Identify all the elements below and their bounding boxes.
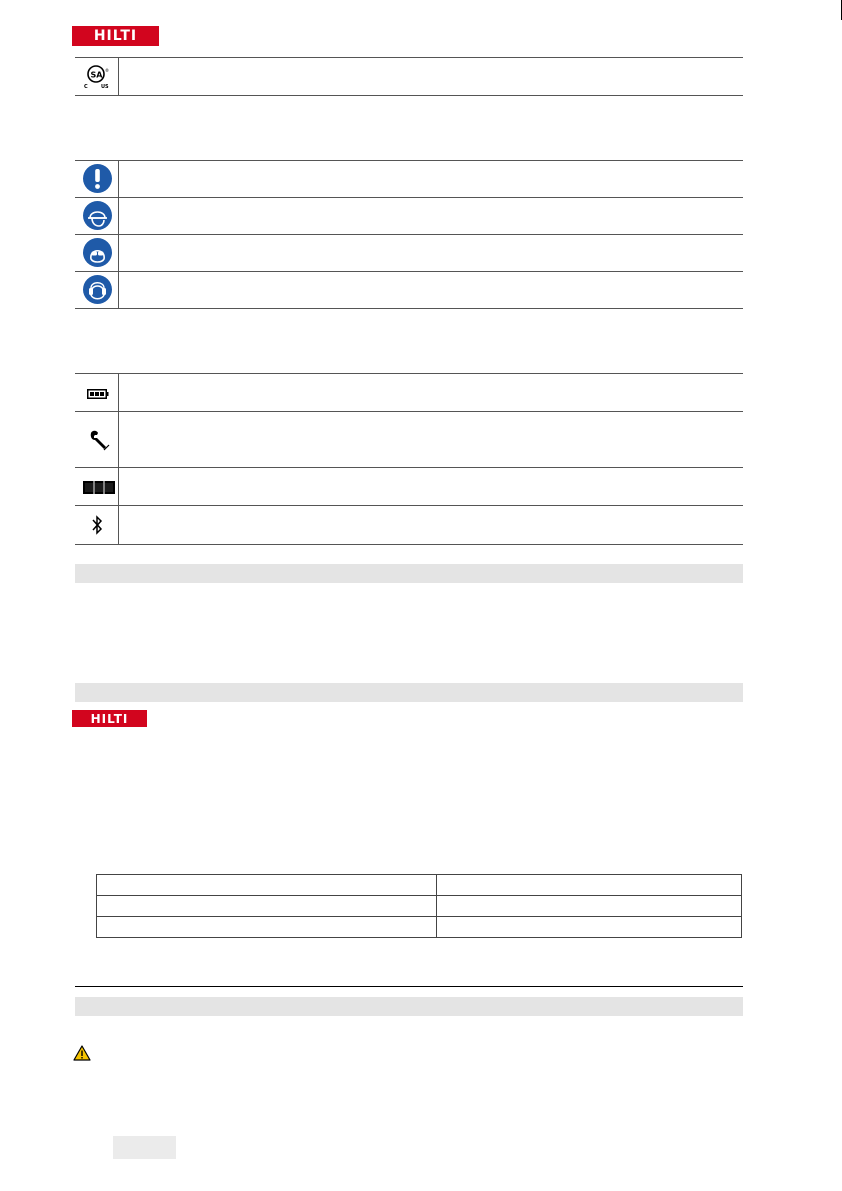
csa-c-us-mark-icon (83, 64, 111, 90)
hilti-logo: HILTI (72, 26, 159, 46)
certification-table (75, 57, 743, 96)
battery-icon (87, 387, 109, 399)
ppe-table (75, 160, 743, 309)
svg-text:SA: SA (90, 70, 103, 80)
table-row (97, 875, 742, 896)
svg-text:®: ® (105, 68, 109, 73)
display-symbols-table (75, 373, 743, 545)
svg-text:US: US (101, 84, 109, 90)
table-row (97, 917, 742, 938)
section-heading-band (75, 997, 743, 1016)
spec-table (96, 874, 742, 938)
head-protection-icon (83, 201, 112, 230)
bluetooth-icon (91, 515, 103, 535)
chapter-divider (75, 986, 743, 987)
level-bar-icon (83, 481, 115, 494)
hilti-logo: HILTI (72, 710, 147, 727)
section-heading-band (75, 564, 743, 583)
table-row (97, 896, 742, 917)
eye-protection-icon (83, 238, 112, 267)
hearing-protection-icon (83, 275, 112, 304)
page-number-box (113, 1136, 176, 1159)
wrench-service-icon (88, 429, 110, 451)
warning-triangle-icon (73, 1045, 91, 1061)
section-heading-band (75, 683, 743, 702)
mandatory-read-manual-icon (83, 164, 112, 193)
svg-text:C: C (84, 84, 88, 90)
